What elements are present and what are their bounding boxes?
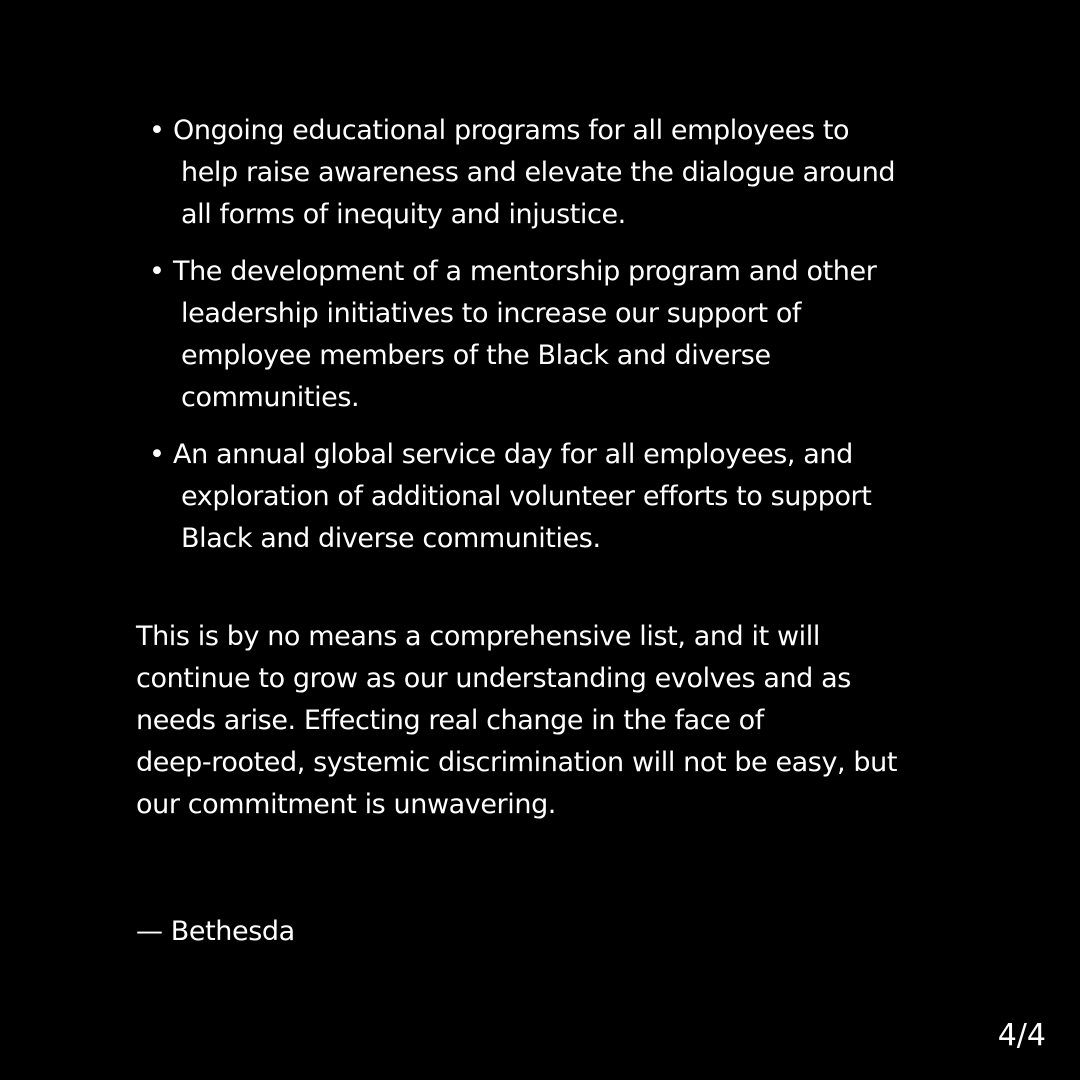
bullet-text: [173, 251, 949, 419]
bullet-line: employee members of the Black and diverse: [181, 340, 771, 371]
paragraph-line: needs arise. Effecting real change in the face of: [136, 705, 764, 736]
bullet-line: all forms of inequity and injustice.: [181, 199, 626, 230]
bullet-item: [149, 110, 949, 236]
page-indicator: 4/4: [997, 1018, 1046, 1053]
paragraph-line: deep-rooted, systemic discrimination will not be easy, but: [136, 747, 898, 778]
bullet-text: [173, 434, 949, 560]
paragraph-line: our commitment is unwavering.: [136, 789, 556, 820]
bullet-list: [149, 110, 949, 575]
paragraph-line: This is by no means a comprehensive list, and it will: [136, 621, 820, 652]
bullet-line: Ongoing educational programs for all employees to: [173, 115, 850, 146]
signature: — Bethesda: [136, 916, 295, 947]
bullet-marker: •: [149, 115, 165, 146]
bullet-line: Black and diverse communities.: [181, 523, 601, 554]
bullet-line: help raise awareness and elevate the dialogue around: [181, 157, 896, 188]
bullet-line: exploration of additional volunteer efforts to support: [181, 481, 872, 512]
closing-paragraph: [136, 616, 946, 826]
bullet-marker: •: [149, 439, 165, 470]
bullet-line: An annual global service day for all employees, and: [173, 439, 853, 470]
bullet-line: leadership initiatives to increase our support of: [181, 298, 802, 329]
bullet-line: communities.: [181, 382, 360, 413]
bullet-text: [173, 110, 949, 236]
bullet-item: [149, 434, 949, 560]
bullet-line: The development of a mentorship program and other: [173, 256, 877, 287]
bullet-item: [149, 251, 949, 419]
paragraph-line: continue to grow as our understanding evolves and as: [136, 663, 851, 694]
bullet-marker: •: [149, 256, 165, 287]
